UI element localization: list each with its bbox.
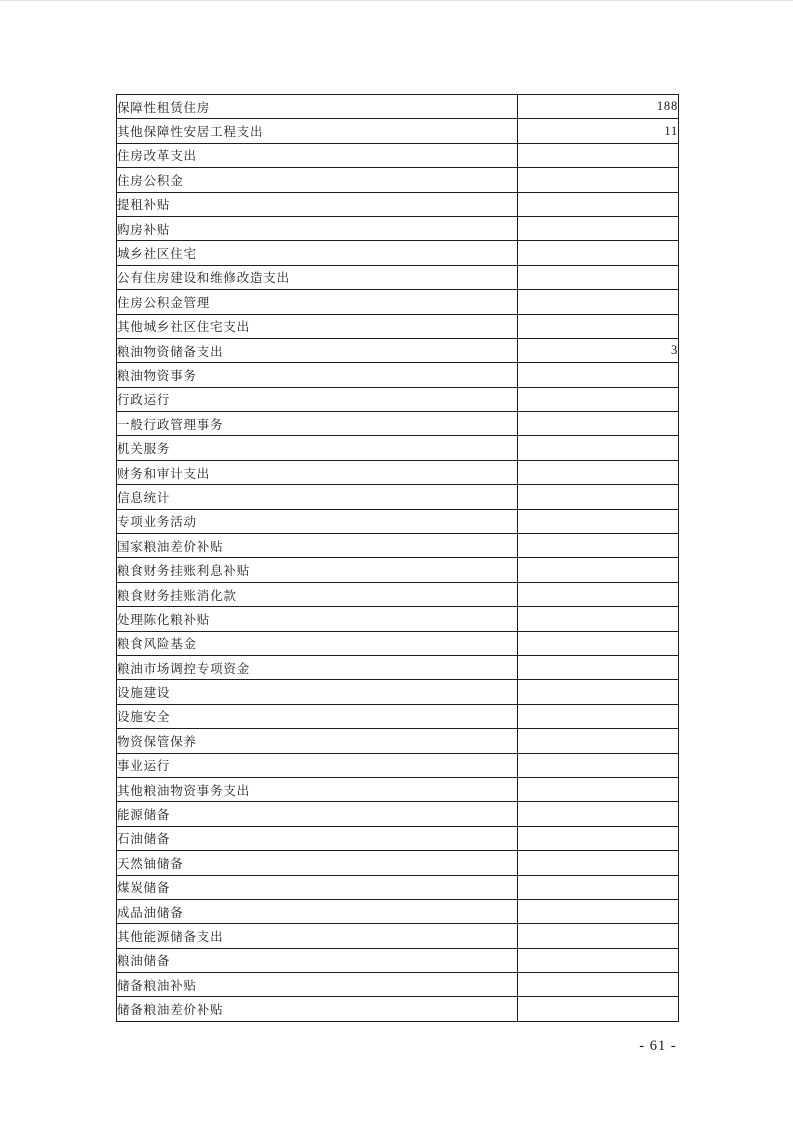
item-label-cell: 储备粮油补贴 bbox=[117, 973, 518, 997]
item-label-cell: 天然铀储备 bbox=[117, 851, 518, 875]
item-value-cell bbox=[518, 168, 679, 192]
item-label-cell: 能源储备 bbox=[117, 802, 518, 826]
item-value-cell bbox=[518, 924, 679, 948]
item-value-cell bbox=[518, 241, 679, 265]
table-row bbox=[117, 534, 679, 558]
item-value-cell bbox=[518, 265, 679, 289]
item-label-cell: 粮食风险基金 bbox=[117, 631, 518, 655]
item-value-cell: 3 bbox=[518, 338, 679, 362]
item-label-cell: 设施建设 bbox=[117, 680, 518, 704]
item-value-cell bbox=[518, 997, 679, 1022]
item-label-cell: 粮油物资储备支出 bbox=[117, 338, 518, 362]
item-value-cell bbox=[518, 534, 679, 558]
item-label-cell: 其他保障性安居工程支出 bbox=[117, 119, 518, 143]
item-value-cell bbox=[518, 851, 679, 875]
item-value-cell bbox=[518, 607, 679, 631]
item-label-cell: 住房公积金 bbox=[117, 168, 518, 192]
table-row bbox=[117, 168, 679, 192]
item-label-cell: 财务和审计支出 bbox=[117, 460, 518, 484]
item-label-cell: 储备粮油差价补贴 bbox=[117, 997, 518, 1022]
table-row bbox=[117, 997, 679, 1022]
item-label-cell: 住房改革支出 bbox=[117, 143, 518, 167]
item-label-cell: 行政运行 bbox=[117, 387, 518, 411]
table-row bbox=[117, 241, 679, 265]
item-label-cell: 粮油储备 bbox=[117, 948, 518, 972]
table-row bbox=[117, 948, 679, 972]
table-row bbox=[117, 290, 679, 314]
item-label-cell: 石油储备 bbox=[117, 826, 518, 850]
table-row bbox=[117, 607, 679, 631]
item-label-cell: 其他城乡社区住宅支出 bbox=[117, 314, 518, 338]
table-row bbox=[117, 338, 679, 362]
item-value-cell bbox=[518, 216, 679, 240]
page-number: - 61 - bbox=[639, 1038, 677, 1054]
item-label-cell: 粮食财务挂账利息补贴 bbox=[117, 558, 518, 582]
item-value-cell bbox=[518, 558, 679, 582]
item-label-cell: 购房补贴 bbox=[117, 216, 518, 240]
table-row bbox=[117, 143, 679, 167]
item-value-cell bbox=[518, 509, 679, 533]
table-row bbox=[117, 509, 679, 533]
table-row bbox=[117, 265, 679, 289]
table-row bbox=[117, 558, 679, 582]
item-value-cell bbox=[518, 143, 679, 167]
item-value-cell bbox=[518, 363, 679, 387]
item-value-cell bbox=[518, 753, 679, 777]
item-value-cell bbox=[518, 680, 679, 704]
item-label-cell: 机关服务 bbox=[117, 436, 518, 460]
table-row bbox=[117, 631, 679, 655]
table-row bbox=[117, 314, 679, 338]
item-label-cell: 信息统计 bbox=[117, 485, 518, 509]
item-value-cell bbox=[518, 387, 679, 411]
table-row bbox=[117, 387, 679, 411]
item-label-cell: 成品油储备 bbox=[117, 899, 518, 923]
table-row bbox=[117, 973, 679, 997]
budget-table bbox=[116, 94, 679, 1022]
item-value-cell: 11 bbox=[518, 119, 679, 143]
item-value-cell bbox=[518, 412, 679, 436]
table-row bbox=[117, 704, 679, 728]
item-label-cell: 公有住房建设和维修改造支出 bbox=[117, 265, 518, 289]
item-value-cell bbox=[518, 777, 679, 801]
item-value-cell bbox=[518, 436, 679, 460]
item-label-cell: 事业运行 bbox=[117, 753, 518, 777]
item-value-cell bbox=[518, 826, 679, 850]
item-label-cell: 其他粮油物资事务支出 bbox=[117, 777, 518, 801]
table-row bbox=[117, 729, 679, 753]
item-value-cell bbox=[518, 485, 679, 509]
table-row bbox=[117, 680, 679, 704]
item-value-cell bbox=[518, 899, 679, 923]
item-label-cell: 一般行政管理事务 bbox=[117, 412, 518, 436]
table-row bbox=[117, 875, 679, 899]
item-label-cell: 煤炭储备 bbox=[117, 875, 518, 899]
item-value-cell bbox=[518, 802, 679, 826]
table-row bbox=[117, 95, 679, 119]
item-label-cell: 城乡社区住宅 bbox=[117, 241, 518, 265]
table-row bbox=[117, 851, 679, 875]
item-label-cell: 专项业务活动 bbox=[117, 509, 518, 533]
table-row bbox=[117, 436, 679, 460]
item-label-cell: 提租补贴 bbox=[117, 192, 518, 216]
page-top-edge bbox=[0, 0, 793, 1]
table-row bbox=[117, 924, 679, 948]
table-row bbox=[117, 802, 679, 826]
table-row bbox=[117, 363, 679, 387]
item-label-cell: 处理陈化粮补贴 bbox=[117, 607, 518, 631]
item-value-cell bbox=[518, 655, 679, 679]
item-value-cell bbox=[518, 631, 679, 655]
item-value-cell bbox=[518, 290, 679, 314]
item-value-cell bbox=[518, 948, 679, 972]
item-label-cell: 物资保管保养 bbox=[117, 729, 518, 753]
table-row bbox=[117, 777, 679, 801]
table-row bbox=[117, 192, 679, 216]
item-value-cell bbox=[518, 875, 679, 899]
budget-table-body bbox=[117, 95, 679, 1022]
table-row bbox=[117, 655, 679, 679]
table-row bbox=[117, 582, 679, 606]
item-value-cell bbox=[518, 704, 679, 728]
item-value-cell bbox=[518, 314, 679, 338]
table-row bbox=[117, 460, 679, 484]
item-label-cell: 其他能源储备支出 bbox=[117, 924, 518, 948]
item-label-cell: 保障性租赁住房 bbox=[117, 95, 518, 119]
item-value-cell bbox=[518, 460, 679, 484]
item-value-cell bbox=[518, 973, 679, 997]
item-label-cell: 粮油市场调控专项资金 bbox=[117, 655, 518, 679]
item-label-cell: 粮食财务挂账消化款 bbox=[117, 582, 518, 606]
item-value-cell bbox=[518, 729, 679, 753]
item-label-cell: 住房公积金管理 bbox=[117, 290, 518, 314]
table-row bbox=[117, 485, 679, 509]
table-row bbox=[117, 216, 679, 240]
item-label-cell: 设施安全 bbox=[117, 704, 518, 728]
table-row bbox=[117, 412, 679, 436]
table-row bbox=[117, 826, 679, 850]
item-value-cell bbox=[518, 192, 679, 216]
table-row bbox=[117, 119, 679, 143]
item-label-cell: 国家粮油差价补贴 bbox=[117, 534, 518, 558]
table-row bbox=[117, 753, 679, 777]
item-label-cell: 粮油物资事务 bbox=[117, 363, 518, 387]
item-value-cell: 188 bbox=[518, 95, 679, 119]
table-row bbox=[117, 899, 679, 923]
item-value-cell bbox=[518, 582, 679, 606]
